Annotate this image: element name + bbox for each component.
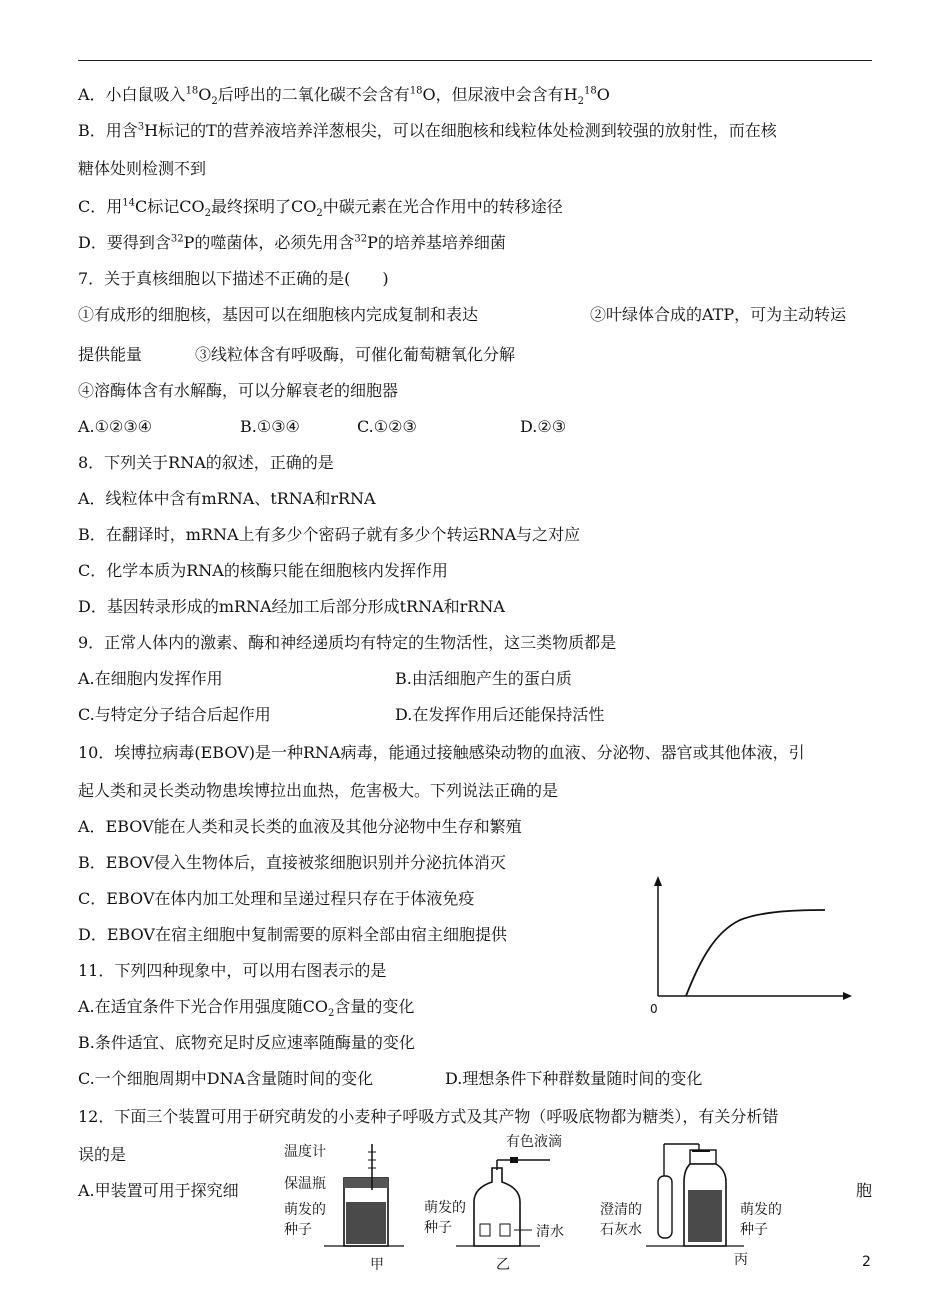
test-tube-limewater: [658, 1176, 672, 1238]
q8-option-d: D．基因转录形成的mRNA经加工后部分形成tRNA和rRNA: [78, 597, 505, 616]
seeds-bing: [688, 1190, 722, 1242]
q12-apparatus-diagram: [284, 1130, 844, 1276]
q6-option-c: C．用$^{14}$C标记$CO_2$最终探明了$CO_2$中碳元素在光合作用中的转移途径: [78, 197, 563, 220]
label-thermos: 保温瓶: [284, 1176, 326, 1192]
q6-option-b: B．用含$^3$H标记的T的营养液培养洋葱根尖，可以在细胞核和线粒体处检测到较强的放射性，而在核: [78, 121, 777, 140]
q10-stem-cont: 起人类和灵长类动物患埃博拉出血热，危害极大。下列说法正确的是: [78, 781, 559, 800]
apparatus-yi: [424, 1133, 564, 1273]
x-axis-arrow: [843, 992, 852, 1000]
graph-origin: 0: [650, 1002, 658, 1016]
q6-option-a: A．小白鼠吸入$^{18}O_2$后呼出的二氧化碳不会含有$^{18}$O，但尿液中会含有$H_2^{18}O$: [78, 85, 610, 108]
label-water: 清水: [536, 1224, 564, 1240]
label-seeds-jia-1: 萌发的: [284, 1202, 326, 1218]
q11-option-a: A.在适宜条件下光合作用强度随$CO_2$含量的变化: [78, 997, 415, 1020]
q6-option-d: D．要得到含$^{32}$P的噬菌体，必须先用含$^{32}$P的培养基培养细菌: [78, 233, 506, 252]
y-axis-arrow: [654, 876, 662, 886]
q11-stem: 11．下列四种现象中，可以用右图表示的是: [78, 961, 387, 980]
label-bing: 丙: [734, 1252, 748, 1268]
q8-option-c: C．化学本质为RNA的核酶只能在细胞核内发挥作用: [78, 561, 448, 580]
q9-stem: 9．正常人体内的激素、酶和神经递质均有特定的生物活性，这三类物质都是: [78, 633, 617, 652]
q6-option-b-cont: 糖体处则检测不到: [78, 159, 207, 178]
q10-option-d: D．EBOV在宿主细胞中复制需要的原料全部由宿主细胞提供: [78, 925, 507, 944]
page-number: 2: [862, 1254, 871, 1270]
q12-stem: 12．下面三个装置可用于研究萌发的小麦种子呼吸方式及其产物（呼吸底物都为糖类），有关分析错: [78, 1107, 779, 1126]
q11-graph: [640, 870, 860, 1020]
label-seeds-bing-1: 萌发的: [740, 1202, 782, 1218]
q12-option-a: A.甲装置可用于探究细: [78, 1181, 239, 1200]
thermos-lid: [344, 1178, 388, 1188]
label-jia: 甲: [370, 1257, 384, 1273]
apparatus-jia: [284, 1143, 404, 1273]
q10-option-c: C．EBOV在体内加工处理和呈递过程只存在于体液免疫: [78, 889, 475, 908]
q8-stem: 8．下列关于RNA的叙述，正确的是: [78, 453, 334, 472]
q7-option-b: B.①③④: [240, 417, 300, 436]
q7-statement-1: ①有成形的细胞核，基因可以在细胞核内完成复制和表达: [78, 305, 479, 324]
label-seeds-yi-2: 种子: [424, 1220, 452, 1236]
apparatus-bing: [600, 1144, 782, 1268]
label-colored-drop: 有色液滴: [506, 1134, 562, 1150]
q7-statement-3: ③线粒体含有呼吸酶，可催化葡萄糖氧化分解: [195, 345, 516, 364]
q9-option-a: A.在细胞内发挥作用: [78, 669, 223, 688]
q9-option-d: D.在发挥作用后还能保持活性: [395, 705, 605, 724]
q11-option-d: D.理想条件下种群数量随时间的变化: [445, 1069, 703, 1088]
q7-stem: 7．关于真核细胞以下描述不正确的是( ): [78, 269, 389, 288]
q11-option-b: B.条件适宜、底物充足时反应速率随酶量的变化: [78, 1033, 415, 1052]
header-rule: [78, 60, 872, 61]
q7-option-d: D.②③: [520, 417, 567, 436]
label-limewater-1: 澄清的: [600, 1202, 642, 1218]
q7-option-a: A.①②③④: [78, 417, 153, 436]
q10-option-b: B．EBOV侵入生物体后，直接被浆细胞识别并分泌抗体消灭: [78, 853, 506, 872]
label-seeds-bing-2: 种子: [740, 1222, 768, 1238]
colored-drop: [510, 1157, 518, 1163]
saturation-curve: [686, 910, 825, 996]
q8-option-b: B．在翻译时，mRNA上有多少个密码子就有多少个转运RNA与之对应: [78, 525, 581, 544]
label-thermometer: 温度计: [284, 1144, 326, 1160]
label-yi: 乙: [496, 1257, 510, 1273]
q9-option-c: C.与特定分子结合后起作用: [78, 705, 271, 724]
q12-option-a-end: 胞: [856, 1181, 873, 1200]
q7-statement-4: ④溶酶体含有水解酶，可以分解衰老的细胞器: [78, 381, 399, 400]
q9-option-b: B.由活细胞产生的蛋白质: [395, 669, 572, 688]
q12-stem-cont: 误的是: [78, 1145, 127, 1164]
q7-statement-2-cont: 提供能量: [78, 345, 143, 364]
q11-option-c: C.一个细胞周期中DNA含量随时间的变化: [78, 1069, 374, 1088]
q7-statement-2: ②叶绿体合成的ATP，可为主动转运: [590, 305, 847, 324]
q7-option-c: C.①②③: [357, 417, 417, 436]
label-seeds-yi-1: 萌发的: [424, 1200, 466, 1216]
label-seeds-jia-2: 种子: [284, 1222, 312, 1238]
seeds-jia: [346, 1202, 386, 1244]
q8-option-a: A．线粒体中含有mRNA、tRNA和rRNA: [78, 489, 376, 508]
label-limewater-2: 石灰水: [600, 1222, 642, 1238]
q10-option-a: A．EBOV能在人类和灵长类的血液及其他分泌物中生存和繁殖: [78, 817, 522, 836]
q10-stem: 10．埃博拉病毒(EBOV)是一种RNA病毒，能通过接触感染动物的血液、分泌物、器官或其他体液，引: [78, 743, 805, 762]
